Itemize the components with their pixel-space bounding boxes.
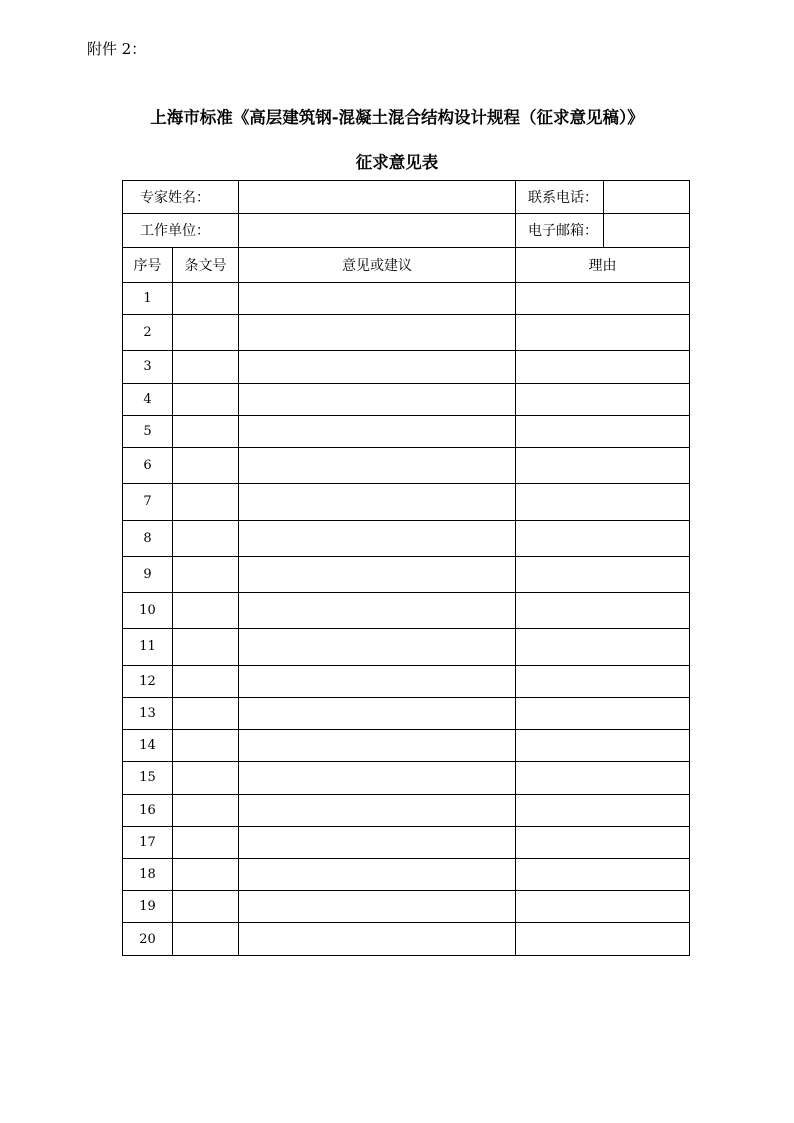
unit-label: 工作单位： bbox=[123, 214, 239, 247]
opinion-cell[interactable] bbox=[239, 858, 516, 890]
clause-cell[interactable] bbox=[173, 383, 239, 415]
form-title: 征求意见表 bbox=[355, 153, 439, 172]
opinion-cell[interactable] bbox=[239, 315, 516, 351]
unit-field[interactable] bbox=[239, 214, 516, 247]
row-index: 7 bbox=[123, 484, 173, 520]
row-index: 9 bbox=[123, 556, 173, 592]
opinion-cell[interactable] bbox=[239, 556, 516, 592]
row-index: 20 bbox=[123, 923, 173, 956]
header-row bbox=[123, 247, 690, 282]
unit-info-row bbox=[123, 214, 690, 247]
expert-info-row bbox=[123, 181, 690, 214]
clause-cell[interactable] bbox=[173, 665, 239, 697]
opinion-cell[interactable] bbox=[239, 383, 516, 415]
opinion-cell[interactable] bbox=[239, 484, 516, 520]
reason-cell[interactable] bbox=[516, 315, 690, 351]
col-header-opinion: 意见或建议 bbox=[239, 247, 516, 282]
reason-cell[interactable] bbox=[516, 923, 690, 956]
clause-cell[interactable] bbox=[173, 593, 239, 629]
reason-cell[interactable] bbox=[516, 730, 690, 762]
opinion-cell[interactable] bbox=[239, 794, 516, 826]
reason-cell[interactable] bbox=[516, 762, 690, 794]
phone-label: 联系电话： bbox=[516, 181, 604, 213]
opinion-cell[interactable] bbox=[239, 520, 516, 556]
row-index: 12 bbox=[123, 665, 173, 697]
table-row bbox=[123, 730, 690, 762]
phone-cell bbox=[516, 181, 690, 214]
reason-cell[interactable] bbox=[516, 415, 690, 447]
reason-cell[interactable] bbox=[516, 383, 690, 415]
table-row bbox=[123, 315, 690, 351]
clause-cell[interactable] bbox=[173, 447, 239, 483]
table-row bbox=[123, 351, 690, 383]
clause-cell[interactable] bbox=[173, 282, 239, 314]
table-row bbox=[123, 826, 690, 858]
clause-cell[interactable] bbox=[173, 484, 239, 520]
expert-name-label: 专家姓名： bbox=[123, 181, 239, 214]
reason-cell[interactable] bbox=[516, 794, 690, 826]
clause-cell[interactable] bbox=[173, 556, 239, 592]
row-index: 2 bbox=[123, 315, 173, 351]
clause-cell[interactable] bbox=[173, 520, 239, 556]
opinion-cell[interactable] bbox=[239, 447, 516, 483]
row-index: 3 bbox=[123, 351, 173, 383]
table-row bbox=[123, 593, 690, 629]
attachment-label: 附件 2： bbox=[87, 40, 147, 58]
opinion-cell[interactable] bbox=[239, 415, 516, 447]
opinion-cell[interactable] bbox=[239, 351, 516, 383]
row-index: 5 bbox=[123, 415, 173, 447]
reason-cell[interactable] bbox=[516, 665, 690, 697]
clause-cell[interactable] bbox=[173, 762, 239, 794]
row-index: 15 bbox=[123, 762, 173, 794]
table-row bbox=[123, 415, 690, 447]
clause-cell[interactable] bbox=[173, 351, 239, 383]
table-row bbox=[123, 629, 690, 665]
clause-cell[interactable] bbox=[173, 858, 239, 890]
reason-cell[interactable] bbox=[516, 891, 690, 923]
table-row bbox=[123, 520, 690, 556]
row-index: 19 bbox=[123, 891, 173, 923]
clause-cell[interactable] bbox=[173, 697, 239, 729]
email-label: 电子邮箱： bbox=[516, 214, 604, 246]
opinion-cell[interactable] bbox=[239, 923, 516, 956]
row-index: 8 bbox=[123, 520, 173, 556]
col-header-index: 序号 bbox=[123, 247, 173, 282]
clause-cell[interactable] bbox=[173, 923, 239, 956]
reason-cell[interactable] bbox=[516, 629, 690, 665]
row-index: 16 bbox=[123, 794, 173, 826]
table-row bbox=[123, 556, 690, 592]
row-index: 18 bbox=[123, 858, 173, 890]
table-row bbox=[123, 665, 690, 697]
clause-cell[interactable] bbox=[173, 794, 239, 826]
reason-cell[interactable] bbox=[516, 826, 690, 858]
clause-cell[interactable] bbox=[173, 629, 239, 665]
reason-cell[interactable] bbox=[516, 556, 690, 592]
reason-cell[interactable] bbox=[516, 484, 690, 520]
opinion-cell[interactable] bbox=[239, 730, 516, 762]
clause-cell[interactable] bbox=[173, 415, 239, 447]
reason-cell[interactable] bbox=[516, 447, 690, 483]
feedback-form-table bbox=[122, 180, 690, 956]
table-row bbox=[123, 447, 690, 483]
table-row bbox=[123, 891, 690, 923]
opinion-cell[interactable] bbox=[239, 282, 516, 314]
opinion-cell[interactable] bbox=[239, 665, 516, 697]
row-index: 10 bbox=[123, 593, 173, 629]
clause-cell[interactable] bbox=[173, 826, 239, 858]
row-index: 17 bbox=[123, 826, 173, 858]
reason-cell[interactable] bbox=[516, 697, 690, 729]
reason-cell[interactable] bbox=[516, 282, 690, 314]
row-index: 13 bbox=[123, 697, 173, 729]
row-index: 6 bbox=[123, 447, 173, 483]
row-index: 1 bbox=[123, 282, 173, 314]
clause-cell[interactable] bbox=[173, 730, 239, 762]
col-header-reason: 理由 bbox=[516, 247, 690, 282]
row-index: 11 bbox=[123, 629, 173, 665]
table-row bbox=[123, 858, 690, 890]
opinion-cell[interactable] bbox=[239, 826, 516, 858]
table-row bbox=[123, 794, 690, 826]
email-cell bbox=[516, 214, 690, 247]
table-row bbox=[123, 697, 690, 729]
clause-cell[interactable] bbox=[173, 315, 239, 351]
email-field[interactable] bbox=[604, 214, 689, 246]
phone-field[interactable] bbox=[604, 181, 689, 213]
row-index: 4 bbox=[123, 383, 173, 415]
col-header-clause: 条文号 bbox=[173, 247, 239, 282]
table-row bbox=[123, 383, 690, 415]
table-row bbox=[123, 282, 690, 314]
row-index: 14 bbox=[123, 730, 173, 762]
table-row bbox=[123, 762, 690, 794]
table-row bbox=[123, 484, 690, 520]
opinion-cell[interactable] bbox=[239, 891, 516, 923]
table-row bbox=[123, 923, 690, 956]
reason-cell[interactable] bbox=[516, 593, 690, 629]
opinion-cell[interactable] bbox=[239, 762, 516, 794]
reason-cell[interactable] bbox=[516, 351, 690, 383]
reason-cell[interactable] bbox=[516, 520, 690, 556]
expert-name-field[interactable] bbox=[239, 181, 516, 214]
clause-cell[interactable] bbox=[173, 891, 239, 923]
opinion-cell[interactable] bbox=[239, 593, 516, 629]
reason-cell[interactable] bbox=[516, 858, 690, 890]
opinion-cell[interactable] bbox=[239, 697, 516, 729]
opinion-cell[interactable] bbox=[239, 629, 516, 665]
document-title: 上海市标准《高层建筑钢-混凝土混合结构设计规程（征求意见稿）》 bbox=[150, 108, 644, 127]
